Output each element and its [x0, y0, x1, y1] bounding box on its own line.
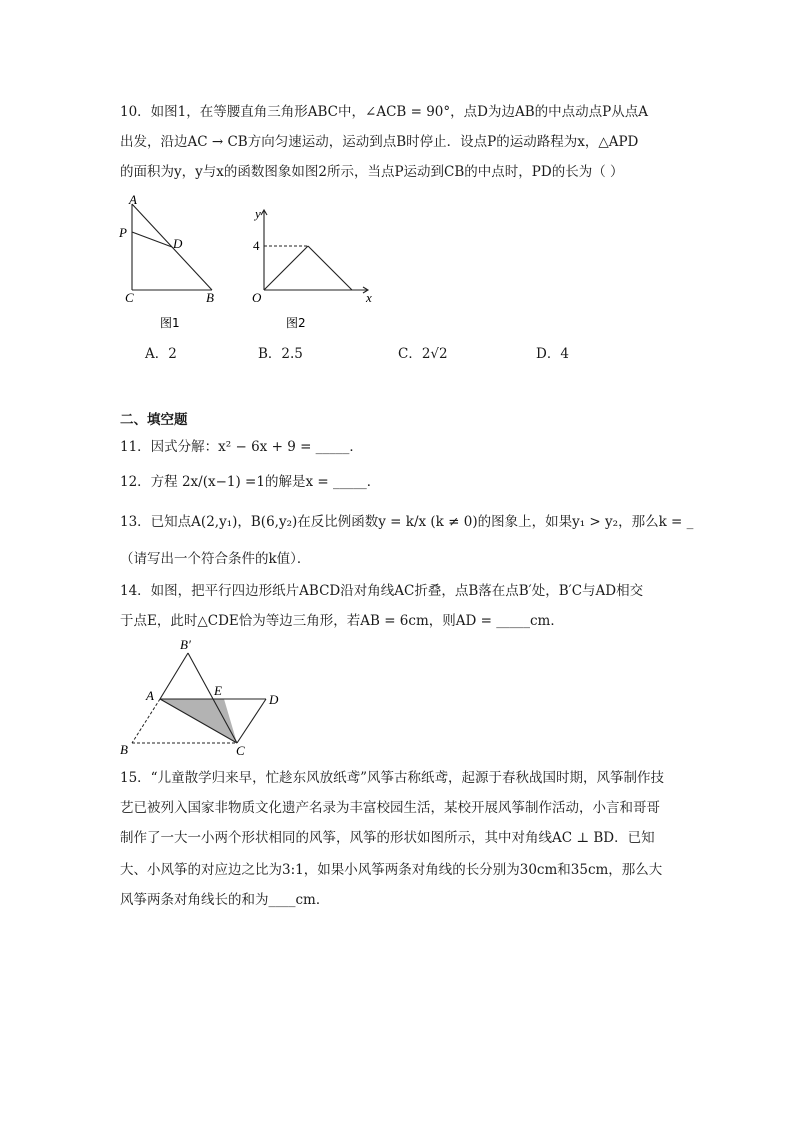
label-P: P: [119, 225, 127, 240]
section-title: 二、填空题: [120, 412, 188, 428]
q15-line-5: 风筝两条对角线长的和为____cm．: [120, 892, 330, 908]
q13-line-2: （请写出一个符合条件的k值）．: [120, 551, 311, 567]
option-b: B．2.5: [258, 346, 303, 362]
q10-line-3: 的面积为y，y与x的函数图象如图2所示，当点P运动到CB的中点时，PD的长为（ ）: [120, 164, 624, 180]
axis-x-label: x: [366, 290, 372, 305]
label-A: A: [129, 192, 137, 207]
figure-2-caption: 图2: [286, 316, 306, 330]
label-B: B: [120, 742, 128, 757]
q10-line-2: 出发，沿边AC → CB方向匀速运动，运动到点B时停止．设点P的运动路程为x，△APD: [120, 134, 639, 150]
label-A: A: [146, 688, 154, 703]
label-E: E: [214, 683, 222, 698]
q11-line: 11．因式分解：x² − 6x + 9 = _____．: [120, 439, 363, 455]
label-D: D: [269, 692, 279, 707]
figure-parallelogram-fold: [112, 633, 302, 763]
figure-1-triangle: [112, 190, 232, 335]
q15-line-2: 艺已被列入国家非物质文化遗产名录为丰富校园生活，某校开展风筝制作活动，小言和哥哥: [120, 800, 660, 816]
q13-line-1: 13．已知点A(2,y₁)，B(6,y₂)在反比例函数y = k/x (k ≠ 0)的图象上，如果y₁ > y₂，那么k = _: [120, 514, 694, 530]
q12-line: 12．方程 2x/(x−1) =1的解是x = _____．: [120, 474, 381, 490]
q14-line-1: 14．如图，把平行四边形纸片ABCD沿对角线AC折叠，点B落在点B′处，B′C与AD相交: [120, 583, 644, 599]
option-c: C．2√2: [398, 346, 448, 362]
label-B-prime: B′: [180, 637, 191, 652]
label-B: B: [206, 290, 214, 305]
label-C: C: [125, 290, 134, 305]
label-D: D: [173, 236, 183, 251]
q15-line-4: 大、小风筝的对应边之比为3:1，如果小风筝两条对角线的长分别为30cm和35cm，那么大: [120, 862, 663, 878]
tick-label-4: 4: [253, 238, 260, 253]
q15-line-1: 15．“儿童散学归来早，忙趁东风放纸鸢”风筝古称纸鸢，起源于春秋战国时期，风筝制作技: [120, 770, 664, 786]
q10-line-1: 10．如图1，在等腰直角三角形ABC中，∠ACB = 90°，点D为边AB的中点动点P从点A: [120, 104, 648, 120]
option-a: A．2: [145, 346, 177, 362]
q14-line-2: 于点E，此时△CDE恰为等边三角形，若AB = 6cm，则AD = _____cm．: [120, 613, 564, 629]
q15-line-3: 制作了一大一小两个形状相同的风筝，风筝的形状如图所示，其中对角线AC ⊥ BD．已知: [120, 830, 655, 846]
figure-2-graph: [244, 204, 384, 335]
label-C: C: [236, 743, 245, 758]
origin-label: O: [252, 290, 262, 305]
axis-y-label: y: [255, 206, 261, 221]
figure-1-caption: 图1: [160, 316, 180, 330]
option-d: D．4: [536, 346, 569, 362]
